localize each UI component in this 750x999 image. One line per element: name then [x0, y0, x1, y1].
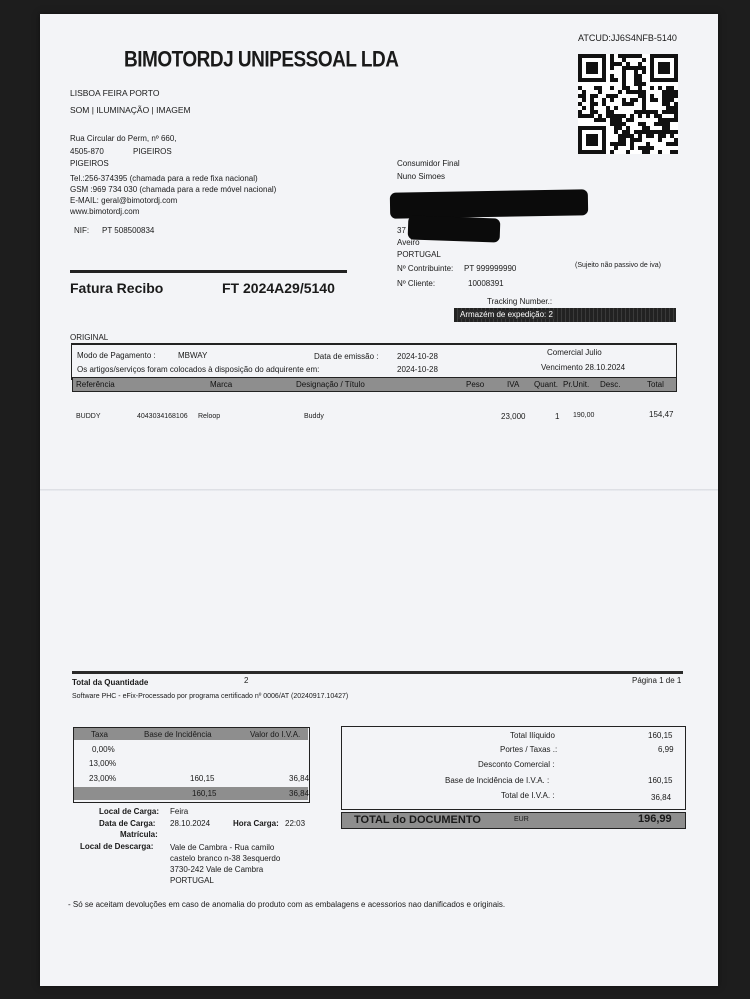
item-brand: Reloop	[198, 413, 221, 420]
client-label: Nº Cliente:	[397, 279, 436, 288]
shipping-value: 6,99	[658, 745, 674, 754]
col-total: Total	[647, 380, 664, 389]
loading-date-label: Data de Carga:	[99, 819, 156, 828]
loading-time-value: 22:03	[285, 819, 306, 828]
invoice-paper	[40, 14, 718, 986]
loading-time-label: Hora Carga:	[233, 819, 279, 828]
warehouse-label: Armazém de expedição: 2	[460, 310, 553, 319]
total-qty-label: Total da Quantidade	[72, 678, 149, 687]
vat-base-label: Base de Incidência de I.V.A. :	[445, 776, 550, 785]
returns-note: - Só se aceitam devoluções em caso de anomalia do produto com as embalagens e acessorios nao danificados e originais.	[68, 900, 506, 909]
availability-value: 2024-10-28	[397, 365, 438, 374]
issue-date-label: Data de emissão :	[314, 352, 379, 361]
vat-total-label: Total de I.V.A. :	[501, 791, 555, 800]
item-total: 154,47	[649, 410, 674, 419]
atcud-code: ATCUD:JJ6S4NFB-5140	[578, 33, 677, 43]
payment-label: Modo de Pagamento :	[77, 351, 156, 360]
vat-total-value: 36,84	[651, 793, 672, 802]
customer-city: Aveiro	[397, 238, 420, 247]
tracking-label: Tracking Number.:	[487, 297, 553, 306]
item-ean: 4043034168106	[137, 413, 188, 420]
warehouse-bar	[454, 308, 676, 322]
col-vat: IVA	[507, 380, 520, 389]
customer-country: PORTUGAL	[397, 250, 441, 259]
company-tel: Tel.:256-374395 (chamada para a rede fixa nacional)	[70, 174, 258, 183]
availability-label: Os artigos/serviços foram colocados à disposição do adquirente em:	[77, 365, 320, 374]
nif-value: PT 508500834	[102, 226, 155, 235]
tax-rate-13: 13,00%	[89, 759, 117, 768]
company-postal-code: 4505-870	[70, 147, 104, 156]
company-email: E-MAIL: geral@bimotordj.com	[70, 196, 178, 205]
company-website: www.bimotordj.com	[70, 207, 140, 216]
vat-note: (Sujeito não passivo de iva)	[575, 262, 661, 269]
nif-label: NIF:	[74, 226, 90, 235]
item-unit-price: 190,00	[573, 412, 595, 419]
tax-col-vat: Valor do I.V.A.	[250, 730, 301, 739]
unload-line-1: Vale de Cambra - Rua camilo	[170, 843, 275, 852]
tax-rate-0: 0,00%	[92, 745, 115, 754]
company-name: BIMOTORDJ UNIPESSOAL LDA	[124, 48, 399, 73]
seller-name: Comercial Julio	[547, 348, 602, 357]
tax-total-vat: 36,84	[289, 789, 310, 798]
client-value: 10008391	[468, 279, 504, 288]
tax-total-base: 160,15	[192, 789, 217, 798]
plate-label: Matrícula:	[120, 830, 158, 839]
company-locality: PIGEIROS	[133, 147, 172, 156]
item-designation: Buddy	[304, 413, 324, 420]
item-quantity: 1	[555, 412, 560, 421]
unload-line-3: 3730-242 Vale de Cambra	[170, 865, 264, 874]
page-number: Página 1 de 1	[632, 676, 682, 685]
item-vat: 23,000	[501, 412, 526, 421]
paper-fold	[40, 489, 718, 491]
document-number: FT 2024A29/5140	[222, 280, 335, 296]
tax-vat-23: 36,84	[289, 774, 310, 783]
col-designation: Designação / Título	[296, 380, 365, 389]
customer-type: Consumidor Final	[397, 159, 460, 168]
unload-label: Local de Descarga:	[80, 842, 154, 851]
loading-date-value: 28.10.2024	[170, 819, 211, 828]
unload-line-4: PORTUGAL	[170, 876, 214, 885]
tax-base-23: 160,15	[190, 774, 215, 783]
total-qty-value: 2	[244, 676, 249, 685]
tax-rate-23: 23,00%	[89, 774, 117, 783]
footer-rule	[72, 671, 683, 674]
col-reference: Referência	[76, 380, 115, 389]
col-discount: Desc.	[600, 380, 621, 389]
item-reference: BUDDY	[76, 413, 101, 420]
document-total-value: 196,99	[638, 813, 672, 825]
loading-place-value: Feira	[170, 807, 189, 816]
tax-col-base: Base de Incidência	[144, 730, 212, 739]
original-label: ORIGINAL	[70, 333, 109, 342]
tax-col-rate: Taxa	[91, 730, 108, 739]
payment-value: MBWAY	[178, 351, 208, 360]
discount-label: Desconto Comercial :	[478, 760, 555, 769]
col-quantity: Quant.	[534, 380, 559, 389]
col-weight: Peso	[466, 380, 485, 389]
col-brand: Marca	[210, 380, 233, 389]
company-cities: LISBOA FEIRA PORTO	[70, 88, 160, 98]
currency: EUR	[514, 816, 529, 823]
customer-partial-code: 37	[397, 226, 406, 235]
redaction-mark	[408, 215, 501, 242]
qr-code-icon	[578, 54, 678, 154]
company-town: PIGEIROS	[70, 159, 109, 168]
company-gsm: GSM :969 734 030 (chamada para a rede móvel nacional)	[70, 185, 277, 194]
company-services: SOM | ILUMINAÇÃO | IMAGEM	[70, 105, 191, 115]
due-date: Vencimento 28.10.2024	[541, 363, 626, 372]
software-certificate: Software PHC - eFix-Processado por programa certificado nº 0006/AT (20240917.10427)	[72, 693, 349, 700]
customer-name: Nuno Simoes	[397, 172, 446, 181]
company-address: Rua Circular do Perm, nº 660,	[70, 134, 177, 143]
tax-total-bar	[74, 787, 308, 800]
document-total-label: TOTAL do DOCUMENTO	[354, 814, 481, 826]
redaction-mark	[390, 189, 588, 218]
unload-line-2: castelo branco n-38 3esquerdo	[170, 854, 281, 863]
title-rule	[70, 270, 347, 273]
contributor-value: PT 999999990	[464, 264, 517, 273]
vat-base-value: 160,15	[648, 776, 673, 785]
loading-place-label: Local de Carga:	[99, 807, 160, 816]
total-illiquid-label: Total Ilíquido	[510, 731, 555, 740]
document-type: Fatura Recibo	[70, 280, 164, 296]
issue-date-value: 2024-10-28	[397, 352, 438, 361]
col-unit-price: Pr.Unit.	[563, 380, 590, 389]
total-illiquid-value: 160,15	[648, 731, 673, 740]
shipping-label: Portes / Taxas .:	[500, 745, 558, 754]
contributor-label: Nº Contribuinte:	[397, 264, 454, 273]
